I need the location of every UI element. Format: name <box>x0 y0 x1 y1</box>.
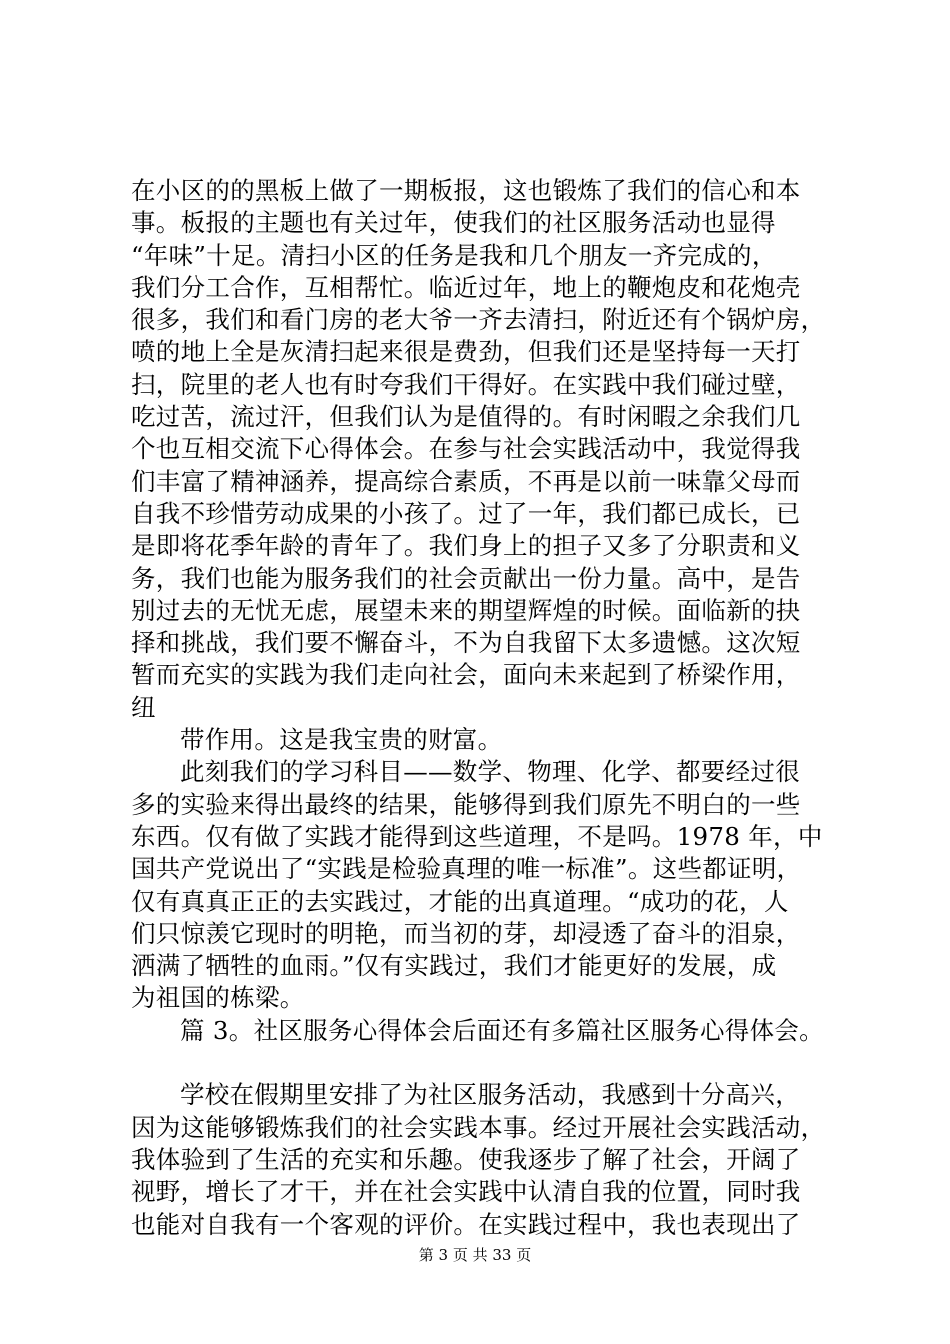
paragraph-3 <box>131 756 851 1014</box>
text-line: 喷的地上全是灰清扫起来很是费劲，但我们还是坚持每一天打 <box>131 337 801 367</box>
text-line: 个也互相交流下心得体会。在参与社会实践活动中，我觉得我 <box>131 434 801 464</box>
text-line: 很多，我们和看门房的老大爷一齐去清扫，附近还有个锅炉房， <box>131 305 826 335</box>
text-line: 吃过苦，流过汗，但我们认为是值得的。有时闲暇之余我们几 <box>131 402 801 432</box>
page-footer <box>0 1245 950 1265</box>
text-line: 国共产党说出了“实践是检验真理的唯一标准”。这些都证明， <box>131 854 802 884</box>
paragraph-2 <box>131 724 851 756</box>
text-line: 择和挑战，我们要不懈奋斗，不为自我留下太多遗憾。这次短 <box>131 628 801 658</box>
blank-line <box>131 1047 851 1079</box>
text-line: 因为这能够锻炼我们的社会实践本事。经过开展社会实践活动， <box>131 1112 826 1142</box>
text-line: 扫，院里的老人也有时夸我们干得好。在实践中我们碰过壁， <box>131 369 801 399</box>
text-line: “年味”十足。清扫小区的任务是我和几个朋友一齐完成的， <box>131 240 777 270</box>
text-line: 东西。仅有做了实践才能得到这些道理，不是吗。1978 年，中 <box>131 821 823 851</box>
text-line: 事。板报的主题也有关过年，使我们的社区服务活动也显得 <box>131 208 776 238</box>
section-heading: 篇 3。社区服务心得体会后面还有多篇社区服务心得体会。 <box>180 1015 824 1045</box>
text-line: 学校在假期里安排了为社区服务活动，我感到十分高兴， <box>180 1080 800 1110</box>
text-line: 别过去的无忧无虑，展望未来的期望辉煌的时候。面临新的抉 <box>131 595 801 625</box>
paragraph-5 <box>131 1079 851 1240</box>
text-line: 也能对自我有一个客观的评价。在实践过程中，我也表现出了 <box>131 1209 801 1239</box>
text-line: 为祖国的栋梁。 <box>131 983 305 1013</box>
text-line: 在小区的的黑板上做了一期板报，这也锻炼了我们的信心和本 <box>131 176 801 205</box>
text-line: 务，我们也能为服务我们的社会贡献出一份力量。高中，是告 <box>131 563 801 593</box>
text-line: 带作用。这是我宝贵的财富。 <box>180 725 503 755</box>
paragraph-1 <box>131 175 851 724</box>
text-line: 暂而充实的实践为我们走向社会，面向未来起到了桥梁作用， <box>131 660 801 690</box>
text-line: 我们分工合作，互相帮忙。临近过年，地上的鞭炮皮和花炮壳 <box>131 272 801 302</box>
text-line: 自我不珍惜劳动成果的小孩了。过了一年，我们都已成长，已 <box>131 498 801 528</box>
text-line: 们只惊羡它现时的明艳，而当初的芽，却浸透了奋斗的泪泉， <box>131 918 801 948</box>
text-line: 此刻我们的学习科目——数学、物理、化学、都要经过很 <box>180 757 800 787</box>
body-text <box>131 175 851 1241</box>
text-line: 们丰富了精神涵养，提高综合素质，不再是以前一味靠父母而 <box>131 466 801 496</box>
text-line: 仅有真真正正的去实践过，才能的出真道理。“成功的花，人 <box>131 886 789 916</box>
text-line: 视野，增长了才干，并在社会实践中认清自我的位置，同时我 <box>131 1177 801 1207</box>
text-line: 我体验到了生活的充实和乐趣。使我逐步了解了社会，开阔了 <box>131 1144 801 1174</box>
page-number: 第 3 页 共 33 页 <box>418 1246 532 1264</box>
paragraph-4 <box>131 1015 851 1047</box>
text-line: 洒满了牺牲的血雨。”仅有实践过，我们才能更好的发展，成 <box>131 951 777 981</box>
text-line: 多的实验来得出最终的结果，能够得到我们原先不明白的一些 <box>131 789 801 819</box>
text-line: 是即将花季年龄的青年了。我们身上的担子又多了分职责和义 <box>131 531 801 561</box>
text-line: 纽 <box>131 692 156 722</box>
